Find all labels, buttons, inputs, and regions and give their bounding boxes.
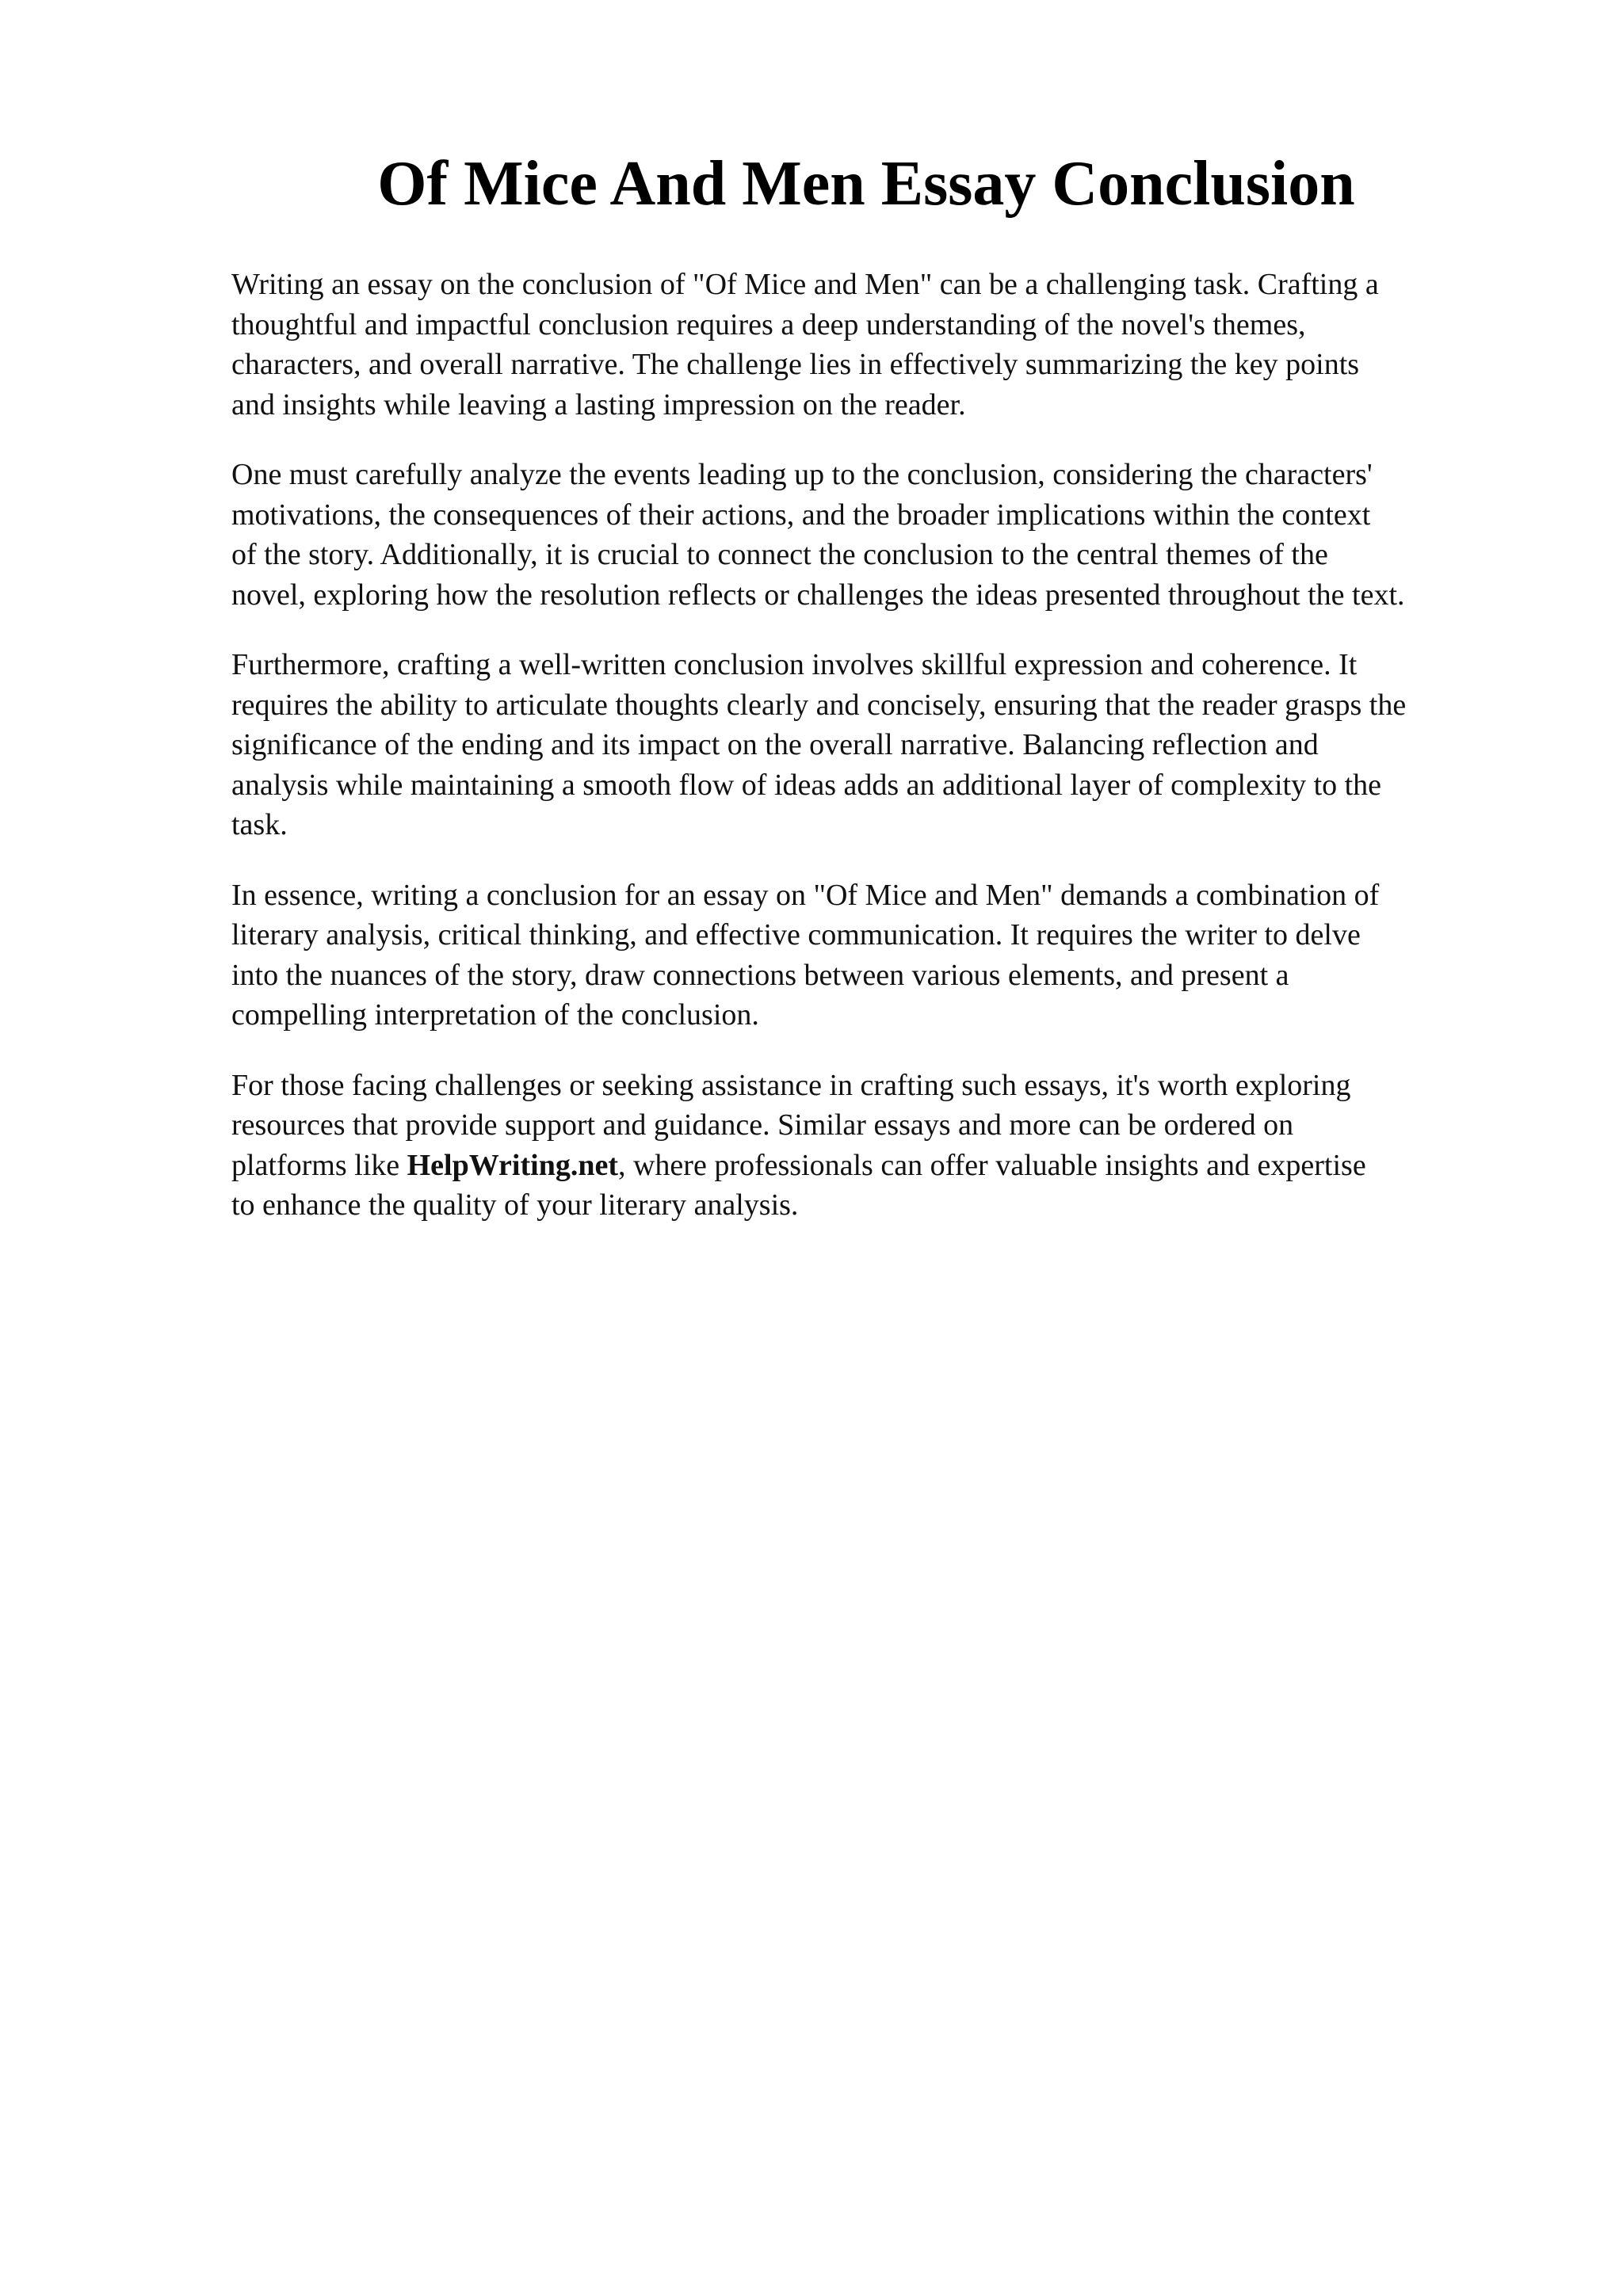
paragraph-line: task. [231,808,288,841]
paragraph-2 [231,455,1523,615]
paragraph-5 [231,1066,1523,1226]
paragraph-line: characters, and overall narrative. The challenge lies in effectively summarizing the key points [231,348,1360,381]
paragraph-line: analysis while maintaining a smooth flow of ideas adds an additional layer of complexity to the [231,768,1382,802]
paragraph-line: Furthermore, crafting a well-written conclusion involves skillful expression and coherence. It [231,648,1358,681]
paragraph-line-suffix: , where professionals can offer valuable insights and expertise [617,1148,1366,1182]
document-body [231,265,1523,1256]
paragraph-line: One must carefully analyze the events leading up to the conclusion, considering the characters' [231,458,1373,491]
paragraph-line: In essence, writing a conclusion for an essay on "Of Mice and Men" demands a combination of [231,878,1380,912]
helpwriting-link[interactable]: HelpWriting.net [407,1148,618,1182]
document-title: Of Mice And Men Essay Conclusion [377,149,1355,219]
paragraph-line: resources that provide support and guidance. Similar essays and more can be ordered on [231,1108,1294,1142]
paragraph-1 [231,265,1523,425]
paragraph-line: of the story. Additionally, it is crucial to connect the conclusion to the central themes of the [231,538,1328,571]
paragraph-3 [231,645,1523,845]
paragraph-line: significance of the ending and its impact on the overall narrative. Balancing reflection and [231,728,1319,761]
paragraph-line: and insights while leaving a lasting impression on the reader. [231,387,966,421]
paragraph-line-prefix: platforms like [231,1148,407,1182]
paragraph-line: to enhance the quality of your literary analysis. [231,1188,799,1222]
paragraph-line: motivations, the consequences of their actions, and the broader implications within the context [231,498,1371,532]
paragraph-line: literary analysis, critical thinking, and effective communication. It requires the writer to delve [231,918,1361,952]
paragraph-line: requires the ability to articulate thoughts clearly and concisely, ensuring that the reader grasps the [231,688,1407,722]
paragraph-line: novel, exploring how the resolution reflects or challenges the ideas presented throughout the text. [231,578,1405,612]
paragraph-line: thoughtful and impactful conclusion requires a deep understanding of the novel's themes, [231,307,1306,341]
paragraph-line: compelling interpretation of the conclusion. [231,998,759,1032]
paragraph-line: Writing an essay on the conclusion of "Of Mice and Men" can be a challenging task. Crafting a [231,268,1379,301]
paragraph-4 [231,875,1523,1035]
paragraph-line: into the nuances of the story, draw connections between various elements, and present a [231,958,1289,992]
paragraph-line: For those facing challenges or seeking assistance in crafting such essays, it's worth exploring [231,1068,1351,1102]
